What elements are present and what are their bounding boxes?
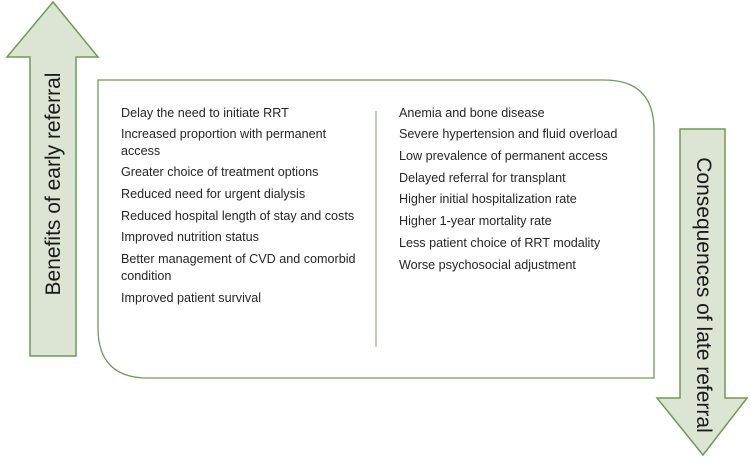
list-item: Worse psychosocial adjustment [399, 258, 576, 272]
list-item: Reduced need for urgent dialysis [121, 187, 306, 201]
list-item: Higher 1-year mortality rate [399, 214, 552, 228]
list-item: Delay the need to initiate RRT [121, 106, 289, 120]
list-item: Less patient choice of RRT modality [399, 236, 601, 250]
list-item: Improved nutrition status [121, 230, 259, 244]
list-item: Anemia and bone disease [399, 106, 545, 120]
list-item: Improved patient survival [121, 291, 261, 305]
list-item: Reduced hospital length of stay and costs [121, 209, 355, 223]
list-item: Increased proportion with permanent access [121, 127, 327, 158]
benefits-list [121, 105, 361, 311]
list-item: Greater choice of treatment options [121, 165, 319, 179]
consequences-list [399, 105, 649, 278]
list-item: Better management of CVD and comorbid condition [121, 252, 356, 283]
benefits-label: Benefits of early referral [42, 72, 65, 296]
list-item: Low prevalence of permanent access [399, 149, 608, 163]
list-item: Delayed referral for transplant [399, 171, 566, 185]
consequences-label: Consequences of late referral [692, 157, 715, 433]
list-item: Higher initial hospitalization rate [399, 192, 577, 206]
list-item: Severe hypertension and fluid overload [399, 127, 618, 141]
